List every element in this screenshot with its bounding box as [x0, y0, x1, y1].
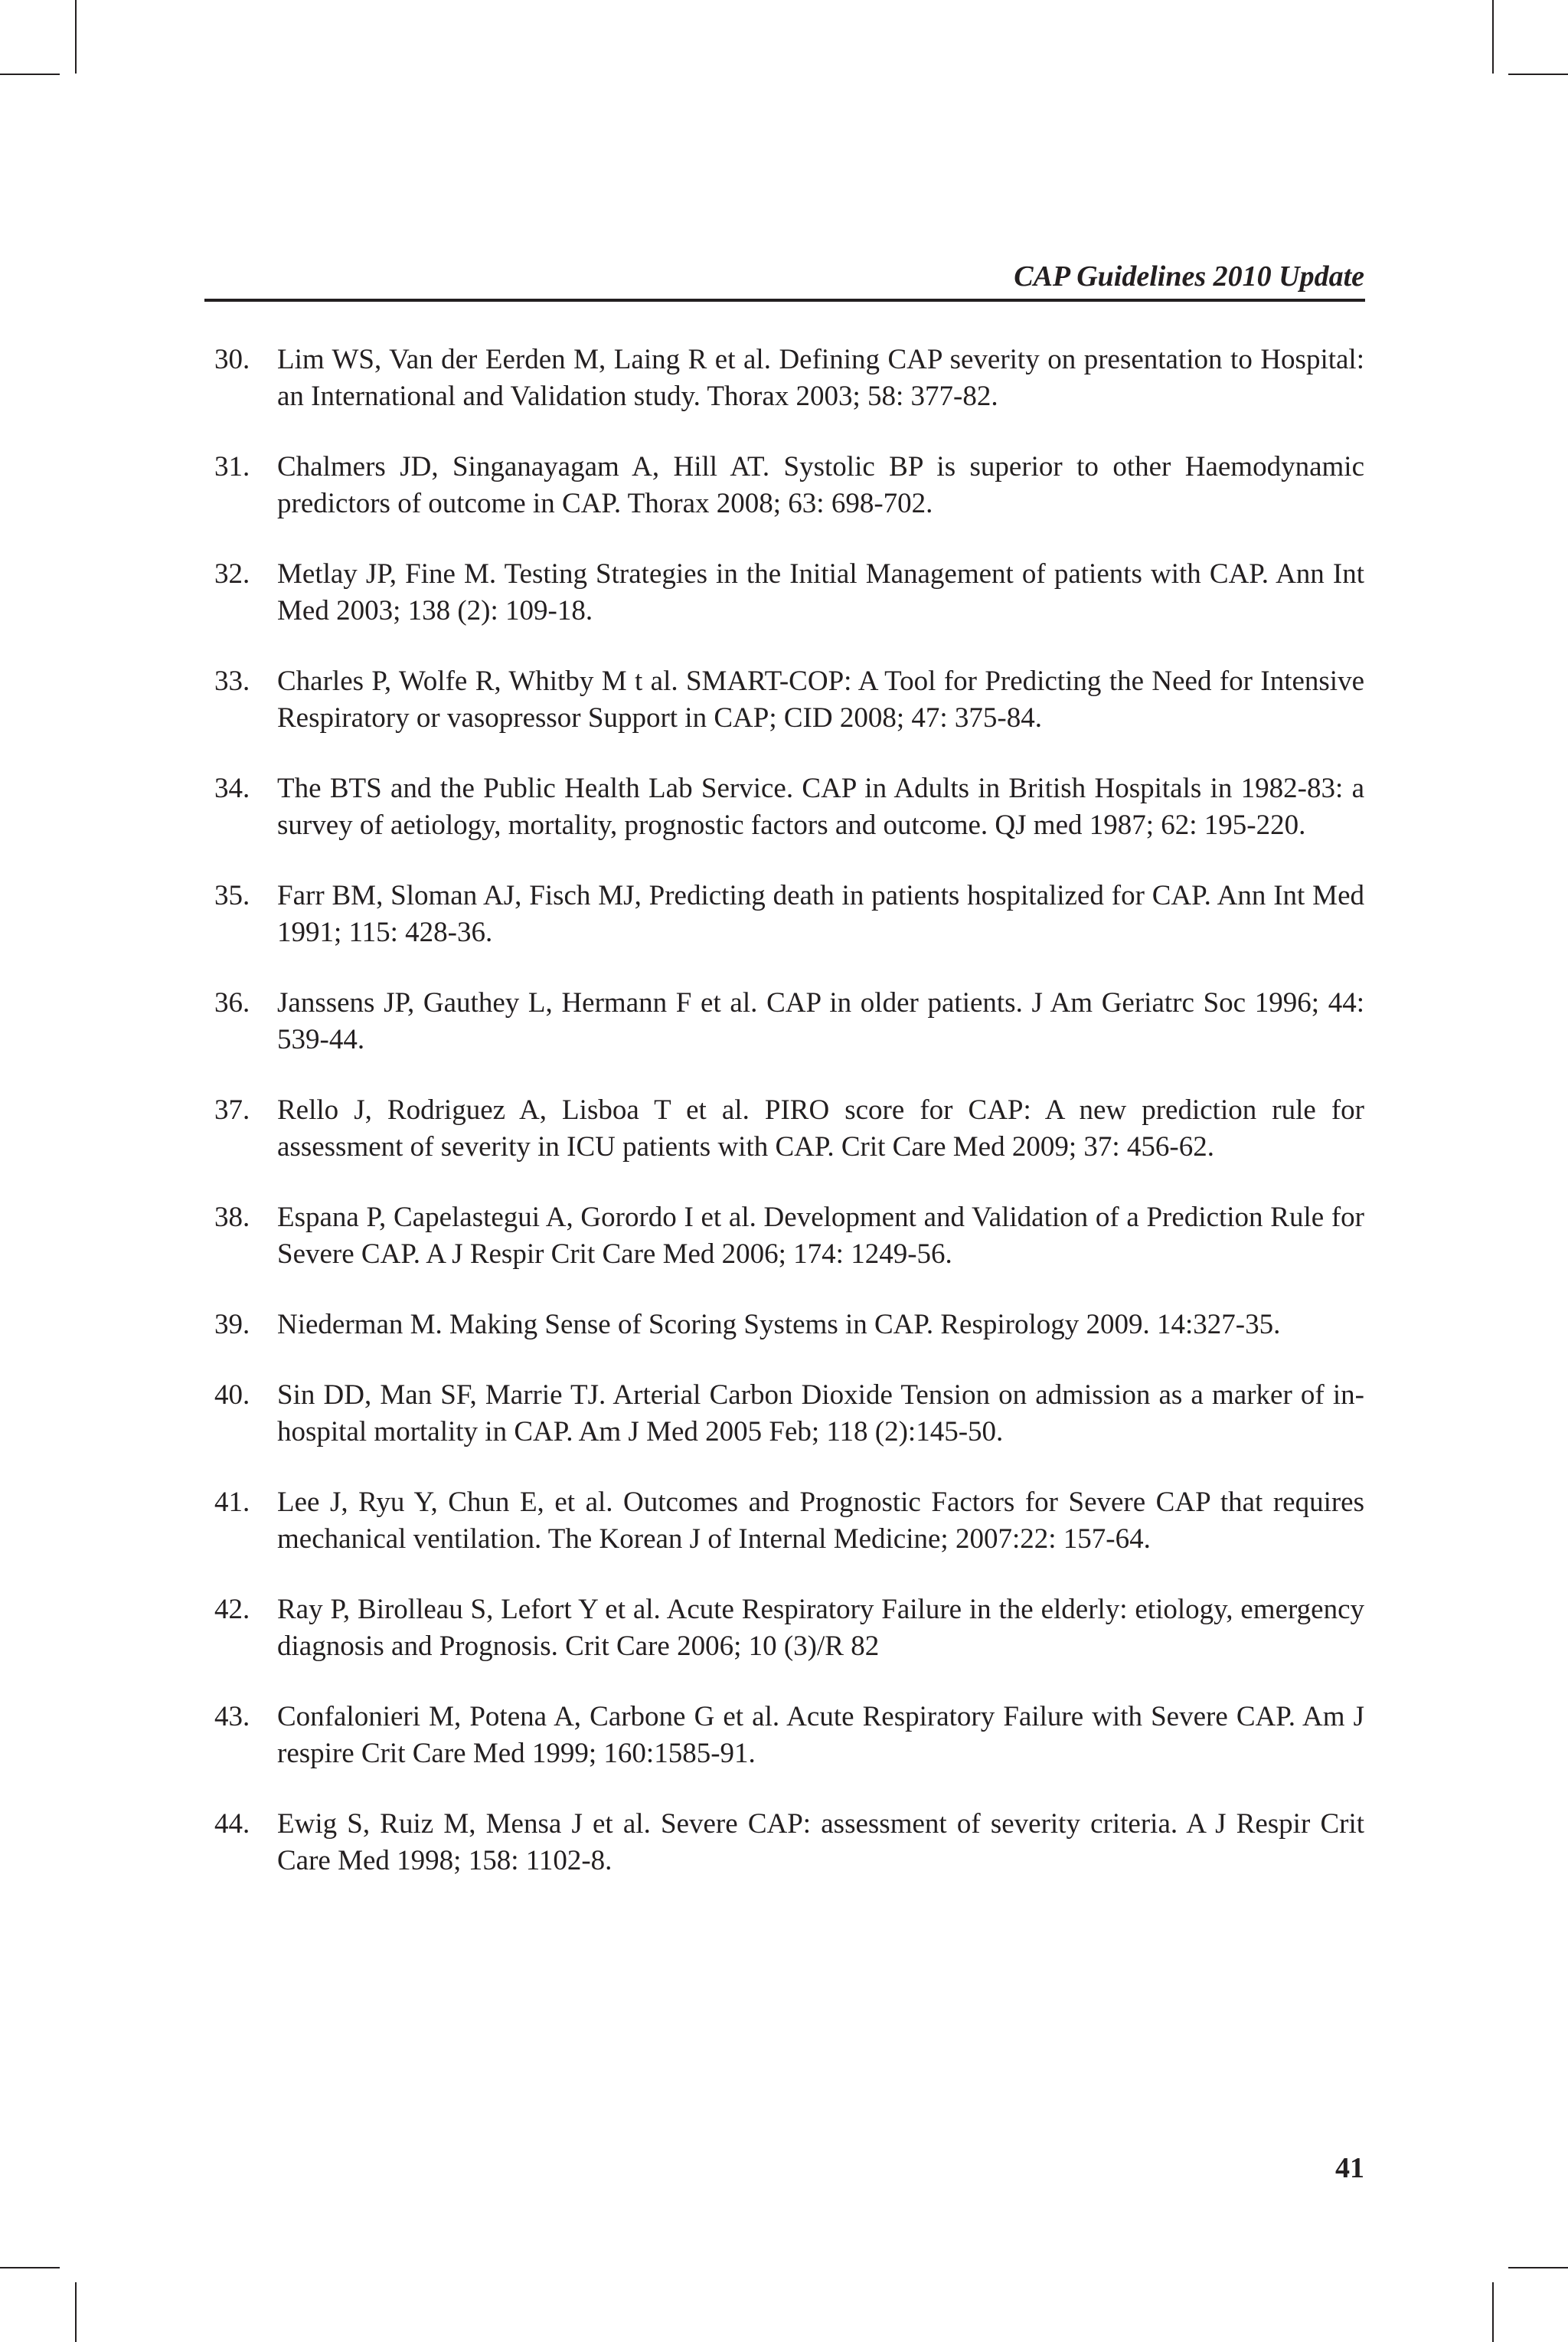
page-number: 41 [1335, 2152, 1364, 2184]
reference-number: 38. [214, 1202, 250, 1233]
reference-item [204, 1307, 1364, 1343]
header-rule [204, 299, 1365, 302]
reference-text: Rello J, Rodriguez A, Lisboa T et al. PIRO score for CAP: A new prediction rule for assessment of severity in ICU patients with CAP. Crit Care Med 2009; 37: 456-62. [277, 1094, 1364, 1163]
running-title: CAP Guidelines 2010 Update [1014, 260, 1364, 293]
reference-number: 39. [214, 1309, 250, 1340]
reference-text: Confalonieri M, Potena A, Carbone G et al. Acute Respiratory Failure with Severe CAP. Am J respire Crit Care Med 1999; 160:1585-91. [277, 1701, 1364, 1769]
reference-number: 34. [214, 773, 250, 804]
reference-item [204, 1591, 1364, 1665]
crop-mark [75, 2282, 77, 2342]
reference-list [204, 342, 1364, 1913]
reference-item [204, 1806, 1364, 1879]
reference-item [204, 449, 1364, 522]
reference-number: 40. [214, 1379, 250, 1411]
crop-mark [0, 2267, 60, 2268]
reference-number: 32. [214, 558, 250, 590]
reference-item [204, 770, 1364, 844]
reference-item [204, 878, 1364, 951]
reference-text: The BTS and the Public Health Lab Service. CAP in Adults in British Hospitals in 1982-83: a survey of aetiology, mortality, prognostic factors and outcome. QJ med 1987; 62: 195-220. [277, 773, 1364, 841]
reference-item [204, 1377, 1364, 1451]
reference-number: 44. [214, 1808, 250, 1840]
reference-number: 31. [214, 451, 250, 482]
reference-text: Niederman M. Making Sense of Scoring Systems in CAP. Respirology 2009. 14:327-35. [277, 1309, 1281, 1340]
crop-mark [1508, 74, 1568, 75]
reference-number: 33. [214, 666, 250, 697]
crop-mark [0, 74, 60, 75]
crop-mark [1508, 2267, 1568, 2268]
crop-mark [1492, 0, 1494, 74]
reference-text: Metlay JP, Fine M. Testing Strategies in the Initial Management of patients with CAP. Ann Int Med 2003; 138 (2): 109-18. [277, 558, 1364, 626]
reference-text: Chalmers JD, Singanayagam A, Hill AT. Systolic BP is superior to other Haemodynamic predictors of outcome in CAP. Thorax 2008; 63: 698-702. [277, 451, 1364, 519]
reference-item [204, 1199, 1364, 1273]
reference-text: Ewig S, Ruiz M, Mensa J et al. Severe CAP: assessment of severity criteria. A J Respir Crit Care Med 1998; 158: 1102-8. [277, 1808, 1364, 1876]
crop-mark [75, 0, 77, 74]
reference-text: Espana P, Capelastegui A, Gorordo I et al. Development and Validation of a Prediction Rule for Severe CAP. A J Respir Crit Care Med 2006; 174: 1249-56. [277, 1202, 1364, 1270]
reference-number: 41. [214, 1487, 250, 1518]
reference-text: Lim WS, Van der Eerden M, Laing R et al. Defining CAP severity on presentation to Hospital: an International and Validation study. Thorax 2003; 58: 377-82. [277, 344, 1364, 412]
reference-item [204, 1699, 1364, 1772]
reference-text: Sin DD, Man SF, Marrie TJ. Arterial Carbon Dioxide Tension on admission as a marker of in-hospital mortality in CAP. Am J Med 2005 Feb; 118 (2):145-50. [277, 1379, 1364, 1447]
reference-number: 37. [214, 1094, 250, 1126]
reference-number: 42. [214, 1594, 250, 1625]
reference-text: Janssens JP, Gauthey L, Hermann F et al. CAP in older patients. J Am Geriatrc Soc 1996; 44: 539-44. [277, 987, 1364, 1055]
reference-item [204, 342, 1364, 415]
reference-item [204, 663, 1364, 737]
reference-item [204, 1092, 1364, 1166]
reference-item [204, 1484, 1364, 1558]
reference-number: 36. [214, 987, 250, 1019]
reference-item [204, 985, 1364, 1058]
reference-text: Ray P, Birolleau S, Lefort Y et al. Acute Respiratory Failure in the elderly: etiology, emergency diagnosis and Prognosis. Crit Care 2006; 10 (3)/R 82 [277, 1594, 1364, 1662]
reference-text: Charles P, Wolfe R, Whitby M t al. SMART-COP: A Tool for Predicting the Need for Intensive Respiratory or vasopressor Support in CAP; CID 2008; 47: 375-84. [277, 666, 1364, 734]
reference-text: Farr BM, Sloman AJ, Fisch MJ, Predicting death in patients hospitalized for CAP. Ann Int Med 1991; 115: 428-36. [277, 880, 1364, 948]
reference-number: 30. [214, 344, 250, 375]
crop-mark [1492, 2282, 1494, 2342]
reference-number: 35. [214, 880, 250, 911]
reference-number: 43. [214, 1701, 250, 1732]
reference-text: Lee J, Ryu Y, Chun E, et al. Outcomes and Prognostic Factors for Severe CAP that requires mechanical ventilation. The Korean J of Internal Medicine; 2007:22: 157-64. [277, 1487, 1364, 1555]
reference-item [204, 556, 1364, 630]
